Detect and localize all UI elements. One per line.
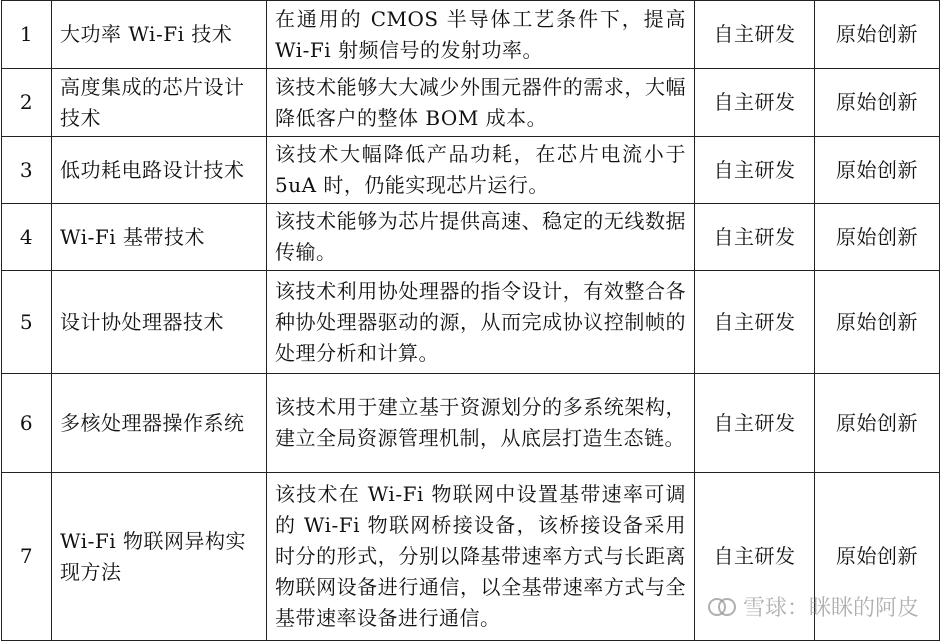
tech-name: 低功耗电路设计技术: [52, 137, 267, 204]
watermark: [707, 591, 919, 622]
innovation-type: 原始创新: [815, 271, 940, 374]
watermark-text: 雪球：眯眯的阿皮: [742, 596, 919, 621]
snowball-logo-icon: [707, 594, 737, 620]
tech-name: 多核处理器操作系统: [52, 374, 267, 473]
row-number: 5: [2, 271, 52, 374]
tech-source: 自主研发: [695, 473, 815, 641]
tech-name: 大功率 Wi-Fi 技术: [52, 1, 267, 69]
innovation-type: 原始创新: [815, 473, 940, 641]
row-number: 4: [2, 204, 52, 271]
tech-description: 该技术大幅降低产品功耗，在芯片电流小于 5uA 时，仍能实现芯片运行。: [267, 137, 695, 204]
table-row: [2, 204, 940, 271]
tech-source: 自主研发: [695, 271, 815, 374]
tech-source: 自主研发: [695, 1, 815, 69]
row-number: 6: [2, 374, 52, 473]
tech-name: Wi-Fi 基带技术: [52, 204, 267, 271]
tech-name: 设计协处理器技术: [52, 271, 267, 374]
row-number: 3: [2, 137, 52, 204]
row-number: 1: [2, 1, 52, 69]
table-row: [2, 137, 940, 204]
innovation-type: 原始创新: [815, 204, 940, 271]
tech-description: 该技术利用协处理器的指令设计，有效整合各种协处理器驱动的源，从而完成协议控制帧的处理分析和计算。: [267, 271, 695, 374]
tech-source: 自主研发: [695, 69, 815, 137]
table-row: [2, 374, 940, 473]
tech-description: 该技术用于建立基于资源划分的多系统架构，建立全局资源管理机制，从底层打造生态链。: [267, 374, 695, 473]
tech-source: 自主研发: [695, 204, 815, 271]
tech-description: 在通用的 CMOS 半导体工艺条件下，提高 Wi-Fi 射频信号的发射功率。: [267, 1, 695, 69]
tech-description: 该技术能够为芯片提供高速、稳定的无线数据传输。: [267, 204, 695, 271]
table-row: [2, 271, 940, 374]
innovation-type: 原始创新: [815, 1, 940, 69]
tech-source: 自主研发: [695, 137, 815, 204]
innovation-type: 原始创新: [815, 137, 940, 204]
tech-name: Wi-Fi 物联网异构实现方法: [52, 473, 267, 641]
tech-source: 自主研发: [695, 374, 815, 473]
table-row: [2, 1, 940, 69]
row-number: 2: [2, 69, 52, 137]
tech-description: 该技术在 Wi-Fi 物联网中设置基带速率可调的 Wi-Fi 物联网桥接设备，该桥接设备采用时分的形式，分别以降基带速率方式与长距离物联网设备进行通信，以全基带速率方式与全基带速率设备进行通信。: [267, 473, 695, 641]
technology-table: [1, 0, 940, 641]
innovation-type: 原始创新: [815, 374, 940, 473]
tech-description: 该技术能够大大减少外围元器件的需求，大幅降低客户的整体 BOM 成本。: [267, 69, 695, 137]
tech-name: 高度集成的芯片设计技术: [52, 69, 267, 137]
innovation-type: 原始创新: [815, 69, 940, 137]
table-row: [2, 69, 940, 137]
row-number: 7: [2, 473, 52, 641]
